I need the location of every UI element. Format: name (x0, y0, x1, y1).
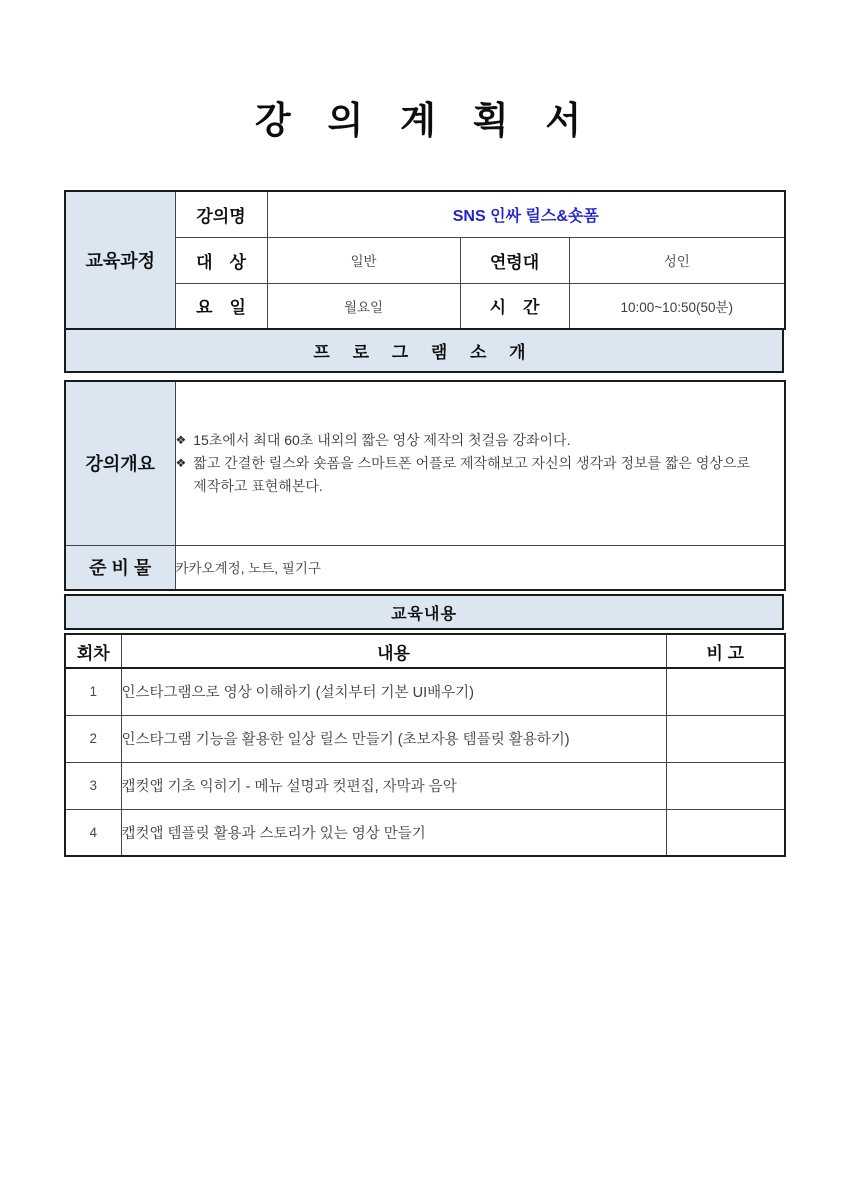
overview-content (175, 381, 785, 545)
overview-label: 강의개요 (65, 381, 175, 545)
overview-row (65, 381, 785, 545)
session-content: 캡컷앱 템플릿 활용과 스토리가 있는 영상 만들기 (121, 809, 666, 856)
overview-table (64, 380, 786, 591)
column-session: 회차 (65, 634, 121, 668)
content-header: 교육내용 (64, 594, 784, 630)
overview-text: 15초에서 최대 60초 내외의 짧은 영상 제작의 첫걸음 강좌이다. (193, 431, 571, 448)
lecture-name-label: 강의명 (175, 191, 267, 237)
session-row (65, 715, 785, 762)
session-row (65, 668, 785, 715)
session-number: 4 (65, 809, 121, 856)
session-note (666, 715, 785, 762)
session-row (65, 762, 785, 809)
age-group-label: 연령대 (460, 237, 569, 283)
age-group-value: 성인 (569, 237, 785, 283)
lecture-name-value: SNS 인싸 릴스&숏폼 (267, 191, 785, 237)
day-value: 월요일 (267, 283, 460, 329)
session-number: 2 (65, 715, 121, 762)
session-row (65, 809, 785, 856)
time-value: 10:00~10:50(50분) (569, 283, 785, 329)
course-info-table (64, 190, 786, 330)
sessions-table (64, 633, 786, 857)
day-label: 요 일 (175, 283, 267, 329)
overview-bullet-item (176, 429, 785, 452)
session-number: 3 (65, 762, 121, 809)
materials-value: 카카오계정, 노트, 필기구 (175, 545, 785, 590)
materials-row (65, 545, 785, 590)
overview-text: 짧고 간결한 릴스와 숏폼을 스마트폰 어플로 제작해보고 자신의 생각과 정보를 짧은 영상으로 제작하고 표현해본다. (193, 454, 750, 494)
session-content: 인스타그램으로 영상 이해하기 (설치부터 기본 UI배우기) (121, 668, 666, 715)
session-note (666, 668, 785, 715)
document-body (64, 190, 784, 857)
diamond-bullet-icon: ❖ (175, 455, 187, 470)
column-content: 내용 (121, 634, 666, 668)
session-content: 인스타그램 기능을 활용한 일상 릴스 만들기 (초보자용 템플릿 활용하기) (121, 715, 666, 762)
time-label: 시 간 (460, 283, 569, 329)
course-section-label: 교육과정 (65, 191, 175, 329)
diamond-bullet-icon: ❖ (175, 432, 187, 447)
session-note (666, 809, 785, 856)
session-number: 1 (65, 668, 121, 715)
materials-label: 준 비 물 (65, 545, 175, 590)
session-content: 캡컷앱 기초 익히기 - 메뉴 설명과 컷편집, 자막과 음악 (121, 762, 666, 809)
overview-bullet-item (176, 452, 785, 498)
target-value: 일반 (267, 237, 460, 283)
document-title: 강 의 계 획 서 (254, 98, 594, 142)
column-note: 비 고 (666, 634, 785, 668)
session-note (666, 762, 785, 809)
program-intro-header: 프 로 그 램 소 개 (64, 328, 784, 373)
lecture-name-row (65, 191, 785, 237)
section-gap (64, 373, 784, 380)
target-label: 대 상 (175, 237, 267, 283)
sessions-header-row (65, 634, 785, 668)
